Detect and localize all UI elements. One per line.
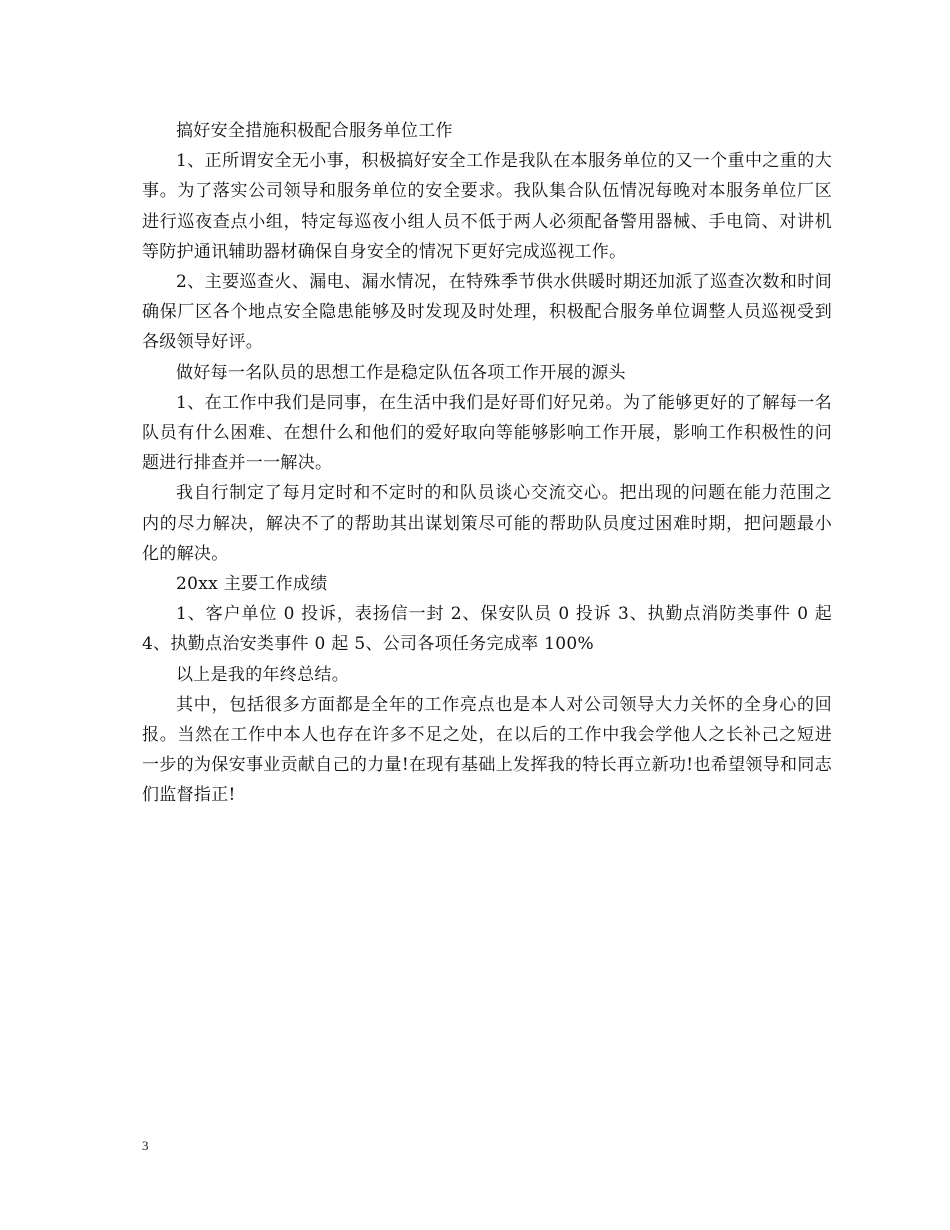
paragraph-team-2: 我自行制定了每月定时和不定时的和队员谈心交流交心。把出现的问题在能力范围之内的尽力解决，解决不了的帮助其出谋划策尽可能的帮助队员度过困难时期，把问题最小化的解决。 (142, 483, 832, 564)
section-heading-security: 搞好安全措施积极配合服务单位工作 (176, 121, 453, 141)
paragraph-security-1: 1、正所谓安全无小事，积极搞好安全工作是我队在本服务单位的又一个重中之重的大事。为了落实公司领导和服务单位的安全要求。我队集合队伍情况每晚对本服务单位厂区进行巡夜查点小组，特定每巡夜小组人员不低于两人必须配备警用器械、手电筒、对讲机等防护通讯辅助器材确保自身安全的情况下更好完成巡视工作。 (142, 151, 832, 262)
paragraph-security-2: 2、主要巡查火、漏电、漏水情况，在特殊季节供水供暖时期还加派了巡查次数和时间确保厂区各个地点安全隐患能够及时发现及时处理，积极配合服务单位调整人员巡视受到各级领导好评。 (142, 272, 832, 353)
page-number: 3 (142, 1138, 149, 1153)
section-heading-achievements: 20xx 主要工作成绩 (176, 574, 328, 595)
paragraph-team-1: 1、在工作中我们是同事，在生活中我们是好哥们好兄弟。为了能够更好的了解每一名队员有什么困难、在想什么和他们的爱好取向等能够影响工作开展，影响工作积极性的问题进行排查并一一解决。 (142, 392, 832, 474)
summary-line: 以上是我的年终总结。 (176, 664, 349, 685)
paragraph-achievements: 1、客户单位 0 投诉，表扬信一封 2、保安队员 0 投诉 3、执勤点消防类事件 0 起 4、执勤点治安类事件 0 起 5、公司各项任务完成率 100% (142, 604, 832, 655)
section-heading-team-morale: 做好每一名队员的思想工作是稳定队伍各项工作开展的源头 (176, 362, 626, 383)
document-body (142, 116, 832, 811)
paragraph-closing: 其中，包括很多方面都是全年的工作亮点也是本人对公司领导大力关怀的全身心的回报。当然在工作中本人也存在许多不足之处，在以后的工作中我会学他人之长补己之短进一步的为保安事业贡献自己的力量!在现有基础上发挥我的特长再立新功!也希望领导和同志们监督指正! (142, 694, 832, 806)
